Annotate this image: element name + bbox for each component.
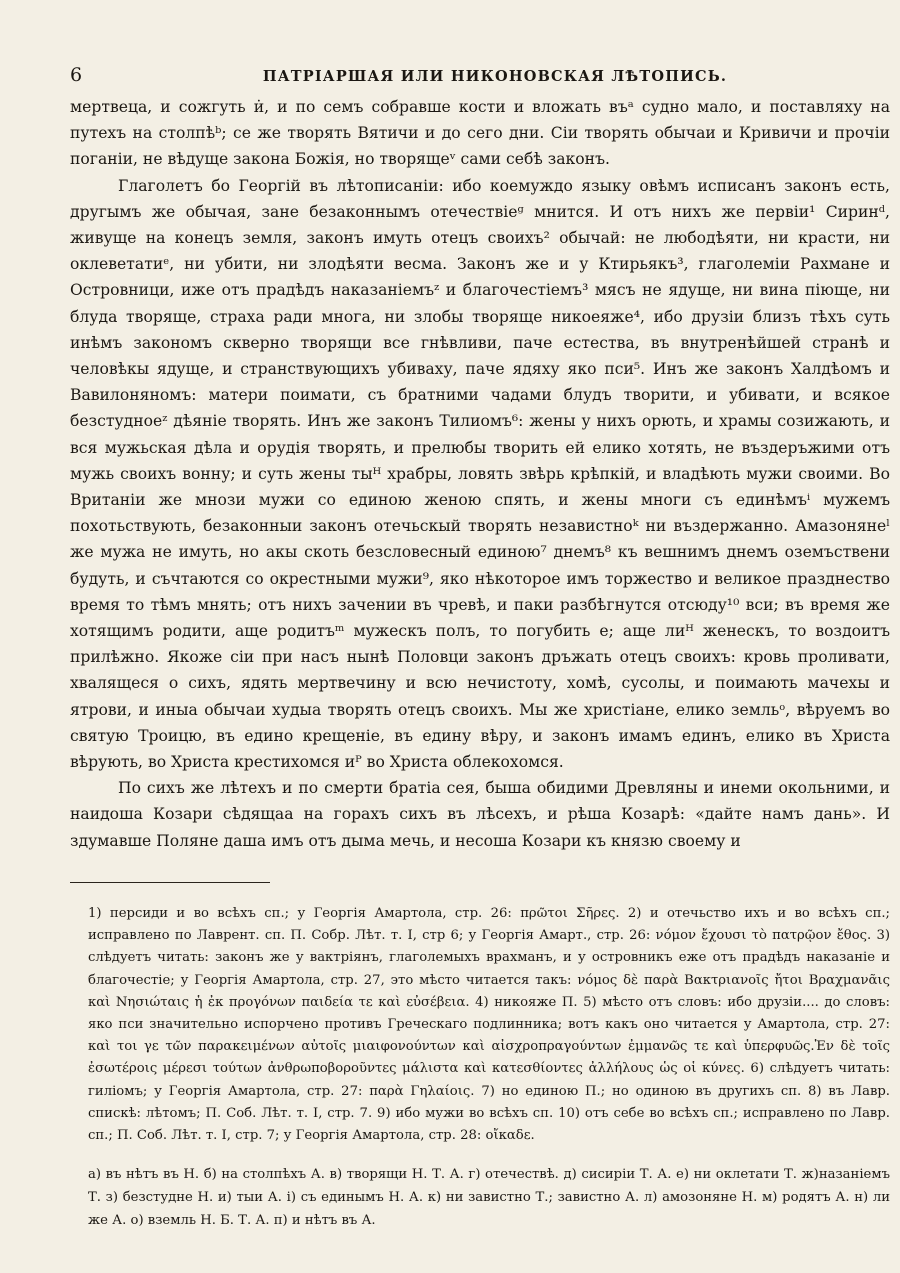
paragraph-1: мертвеца, и сожгуть и̇, и по семъ собравше кости и вложать въᵃ судно мало, и поставляху на путехъ на столпѣᵇ; се же творять Вятичи и до сего дни. Сіи творять обычаи и Кривичи и прочіи поганіи, не вѣдуще закона Божія, но творящеᵛ сами себѣ законъ.	[70, 98, 890, 169]
page	[70, 60, 890, 1232]
footnote-separator	[70, 882, 270, 883]
paragraph-2: Глаголетъ бо Георгій въ лѣтописаніи: ибо коемуждо языку овѣмъ исписанъ законъ есть, другымъ же обычая, зане безаконнымъ отечествіеᵍ мнится. И отъ нихъ же первіи¹ Сиринᵈ, живуще на конецъ земля, законъ имуть отецъ своихъ² обычай: не любодѣяти, ни красти, ни оклеветатиᵉ, ни убити, ни злодѣяти весма. Законъ же и у Ктирьякъ³, глаголеміи Рахмане и Островници, иже отъ прадѣдъ наказаніемъᶻ и благочестіемъ³ мясъ не ядуще, ни вина піюще, ни блуда творяще, страха ради многа, ни злобы творяще никоеяже⁴, ибо друзіи близъ тѣхъ суть инѣмъ закономъ скверно творящи все гнѣвливи, паче естества, въ внутренѣйшей странѣ и человѣкы ядуще, и странствующихъ убиваху, паче ядяху яко пси⁵. Инъ же законъ Халдѣомъ и Вавилоняномъ: матери поимати, съ братними чадами блудъ творити, и убивати, и всякое безстудноеᶻ дѣяніе творять. Инъ же законъ Тилиомъ⁶: жены у нихъ орють, и храмы созижають, и вся мужьская дѣла и орудія творять, и прелюбы творить ей елико хотять, не въздеръжими отъ мужь своихъ вонну; и суть жены тыᴴ храбры, ловять звѣрь крѣпкій, и владѣють мужи своими. Во Вританіи же мнози мужи со единою женою спять, и жены многи съ единѣмъⁱ мужемъ похотьствують, безаконныи законъ отечьскый творять независтноᵏ ни въздержанно. Амазонянеˡ же мужа не имуть, но акы скоть безсловесный единою⁷ днемъ⁸ къ вешнимъ днемъ оземъствени будуть, и съчтаются со окрестными мужи⁹, яко нѣкоторое имъ торжество и великое празднество время то тѣмъ мнять; отъ нихъ зачении въ чревѣ, и паки разбѣгнутся отсюду¹⁰ вси; въ время же хотящимъ родити, аще родитъᵐ мужескъ полъ, то погубить е; аще лиᴴ женескъ, то воздоитъ прилѣжно. Якоже сіи при насъ нынѣ Половци законъ дръжать отецъ своихъ: кровь проливати, хвалящеся о сихъ, ядять мертвечину и всю нечистоту, хомѣ, сусолы, и поимають мачехы и ятрови, и иныа обычаи худыа творять отецъ своихъ. Мы же христіане, елико земльᵒ, вѣруемъ во святую Троицю, въ едино крещеніе, въ едину вѣру, и законъ имамъ единъ, елико въ Христа вѣрують, во Христа крестихомся иᴾ во Христа облекохомся.	[70, 176, 890, 772]
main-text	[70, 94, 890, 854]
running-title: ПАТРІАРШАЯ ИЛИ НИКОНОВСКАЯ ЛѢТОПИСЬ.	[262, 68, 728, 85]
footnotes: 1) персиди и во всѣхъ сп.; у Георгія Амартола, стр. 26: πρῶτοι Σῆρες. 2) и отечьство ихъ и во всѣхъ сп.; исправлено по Лаврент. сп. П. Собр. Лѣт. т. I, стр 6; у Георгія Амарт., стр. 26: νόμον ἔχουσι τὸ πατρῷον ἔθος. 3) слѣдуетъ читать: законъ же у вактріянъ, глаголемыхъ врахманъ, и у островникъ еже отъ прадѣдъ наказаніе и благочестіе; у Георгія Амартола, стр. 27, это мѣсто читается такъ: νόμος δὲ παρὰ Βακτριανοῖς ἤτοι Βραχμανᾶις καὶ Νησιώταις ἡ ἐκ προγόνων παιδεία τε καὶ εὐσέβεια. 4) никояже П. 5) мѣсто отъ словъ: ибо друзіи.... до словъ: яко пси значительно испорчено противъ Греческаго подлинника; вотъ какъ оно читается у Амартола, стр. 27: καὶ τοι γε τῶν παρακειμένων αὐτοῖς μιαιφονούντων καὶ αἰσχροπραγούντων ἐμμανῶς τε καὶ ὑπερφυῶς.Ἐν δὲ τοῖς ἐσωτέροις μέρεσι τούτων ἀνθρωποβοροῦντες μάλιστα καὶ κατεσθίοντες ἀλλήλους ὡς οἱ κύνες. 6) слѣдуетъ читать: гиліомъ; у Георгія Амартола, стр. 27: παρὰ Γηλαίοις. 7) но единою П.; но одиною въ другихъ сп. 8) въ Лавр. спискѣ: лѣтомъ; П. Соб. Лѣт. т. I, стр. 7. 9) ибо мужи во всѣхъ сп. 10) отъ себе во всѣхъ сп.; исправлено по Лавр. сп.; П. Соб. Лѣт. т. I, стр. 7; у Георгія Амартола, стр. 28: οἴκαδε.	[88, 905, 890, 1143]
paragraph-3: По сихъ же лѣтехъ и по смерти братіа сея, быша обидими Древляны и инеми окольними, и наидоша Козари сѣдящаа на горахъ сихъ въ лѣсехъ, и рѣша Козарѣ: «дайте намъ дань». И здумавше Поляне даша имъ отъ дыма мечь, и несоша Козари къ князю своему и	[70, 779, 890, 850]
page-number: 6	[70, 64, 83, 86]
variant-readings: а) въ нѣтъ въ Н. б) на столпѣхъ А. в) творящи Н. Т. А. г) отечествѣ. д) сисиріи Т. А. е) ни оклетати Т. ж)назаніемъ Т. з) безстудне Н. и) тыи А. і) съ единымъ Н. А. к) ни завистно Т.; завистно А. л) амозоняне Н. м) родятъ А. н) ли же А. о) вземль Н. Б. Т. А. п) и нѣтъ въ А.	[88, 1167, 890, 1229]
page-header	[70, 60, 890, 94]
